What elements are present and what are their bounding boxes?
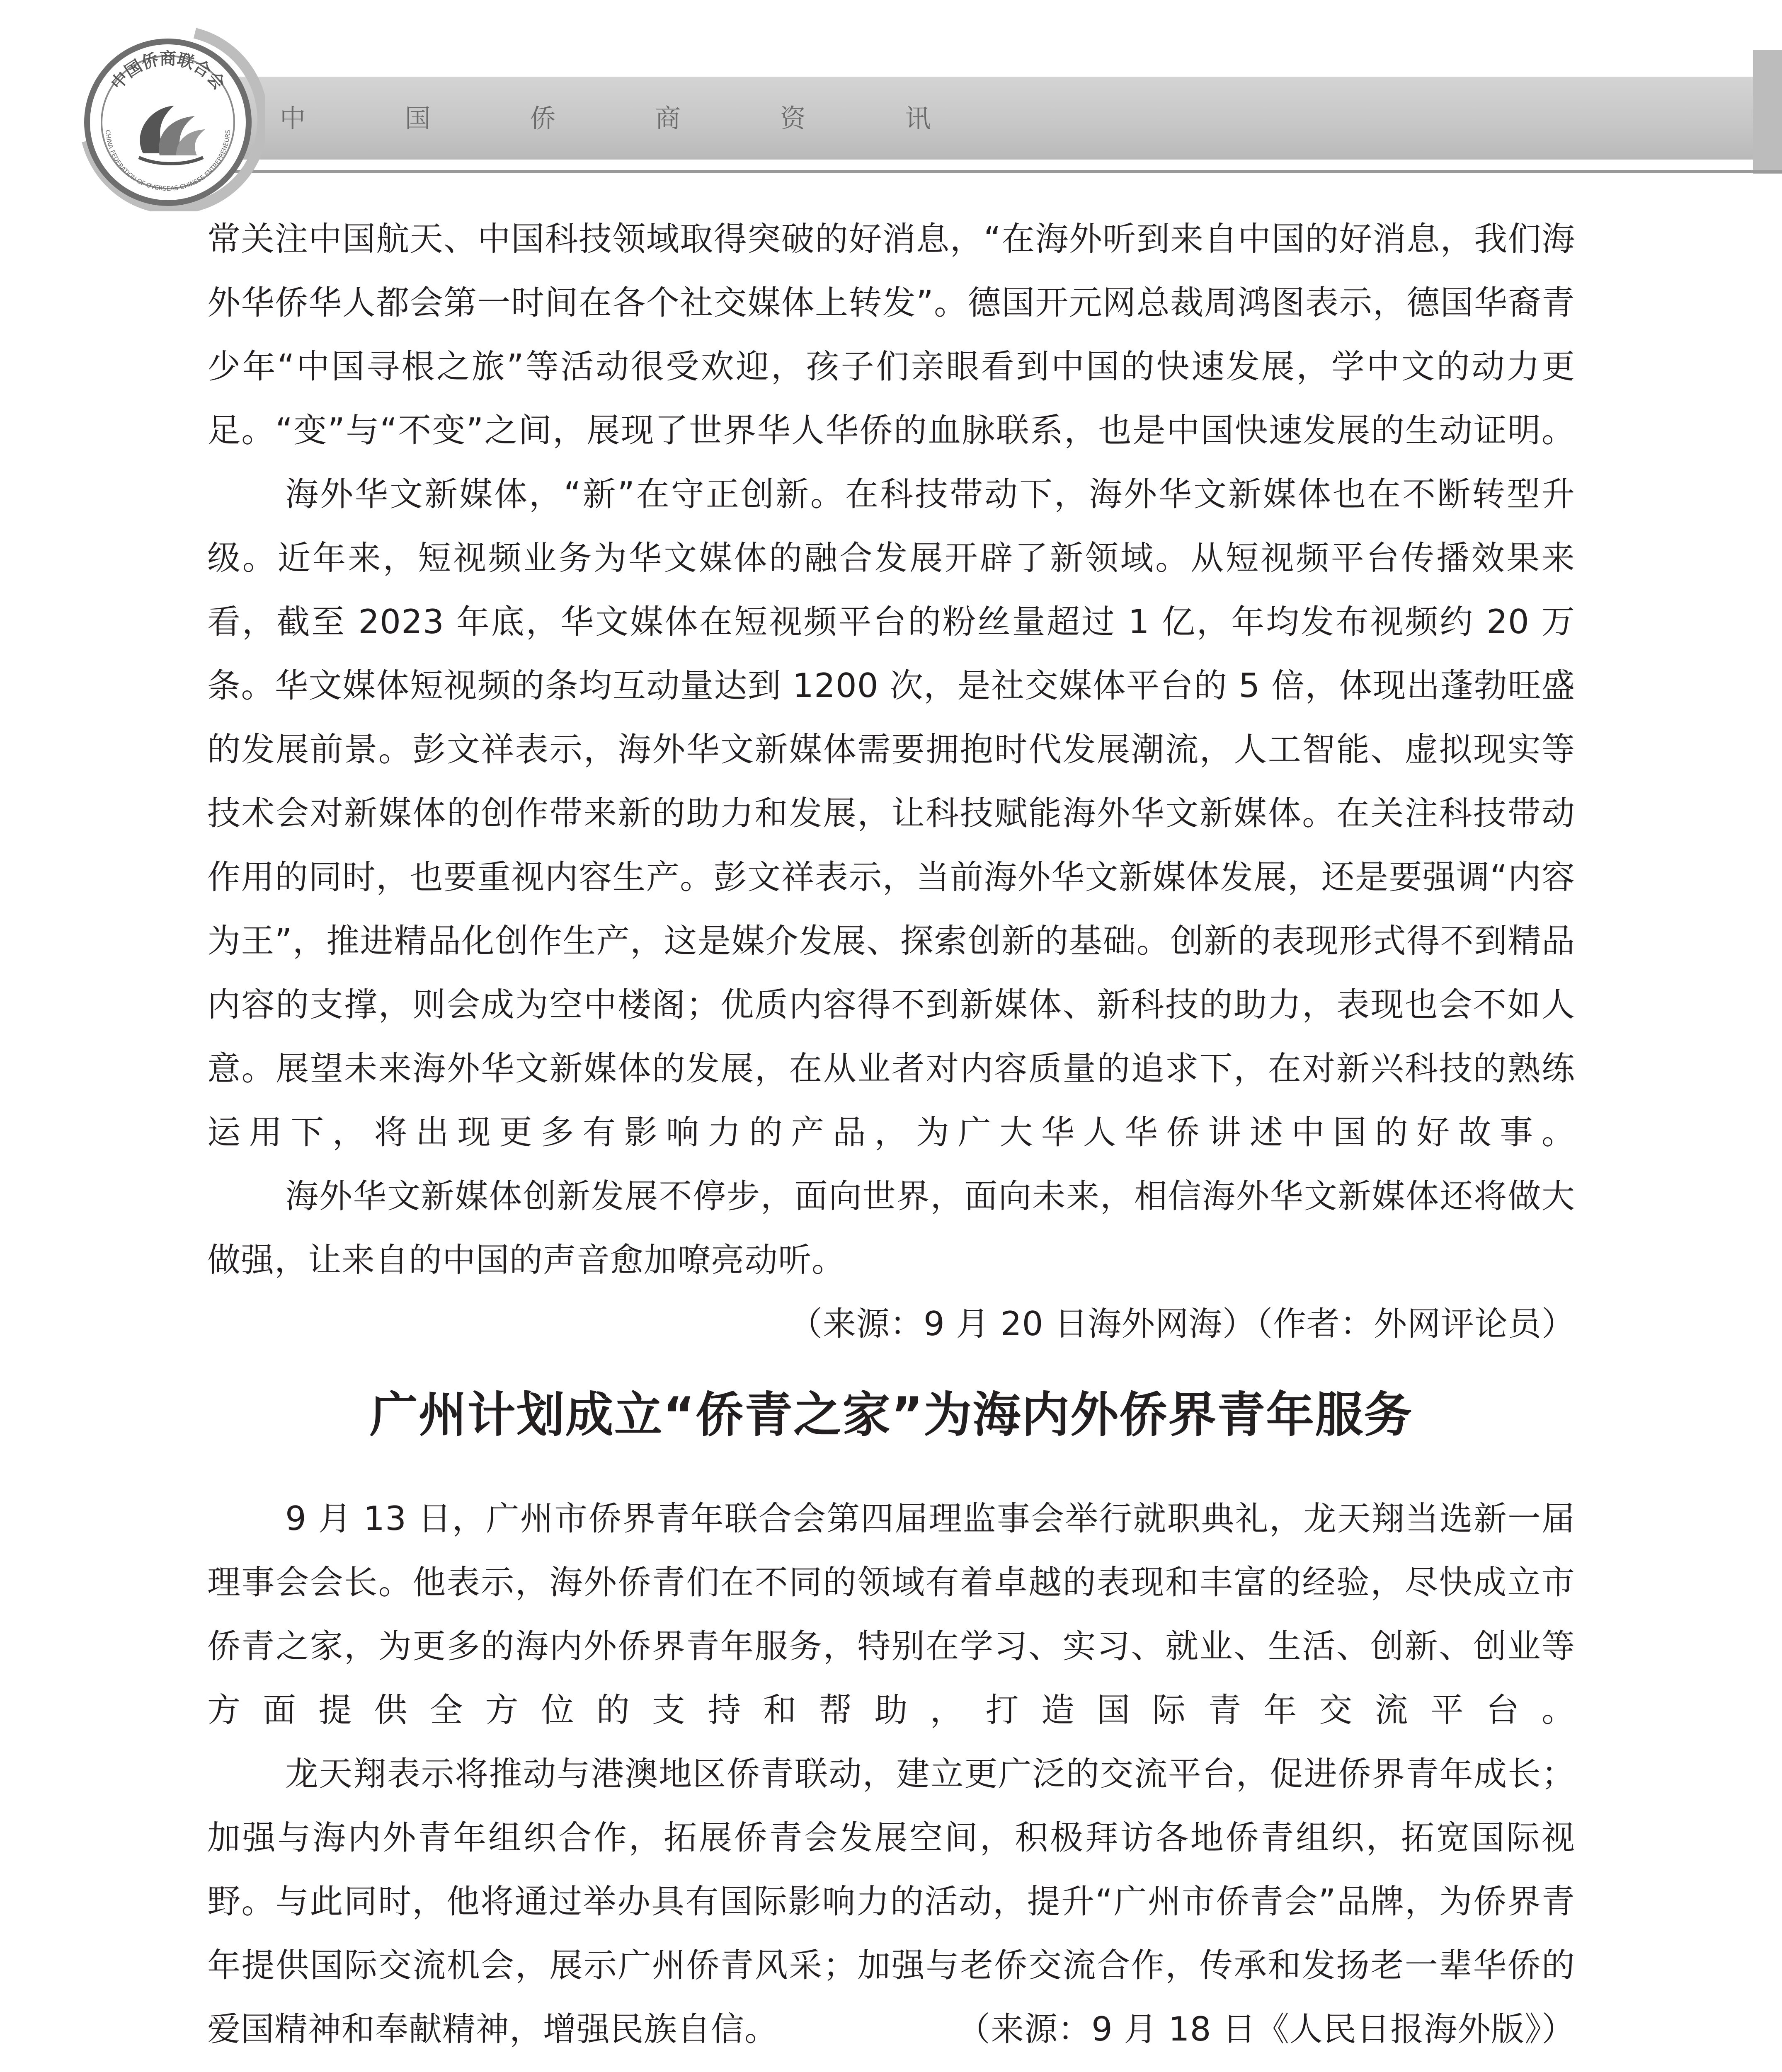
publication-title: 中 国 侨 商 资 讯 xyxy=(280,103,977,133)
svg-text:CHINA FEDERATION OF OVERSEAS C: CHINA FEDERATION OF OVERSEAS CHINESE ENTREPRENEURS xyxy=(104,129,232,193)
article-1-paragraph: 常关注中国航天、中国科技领域取得突破的好消息，“在海外听到来自中国的好消息，我们海外华侨华人都会第一时间在各个社交媒体上转发”。德国开元网总裁周鸿图表示，德国华裔青少年“中国寻根之旅”等活动很受欢迎，孩子们亲眼看到中国的快速发展，学中文的动力更足。“变”与“不变”之间，展现了世界华人华侨的血脉联系，也是中国快速发展的生动证明。 xyxy=(207,220,1575,450)
header-rule xyxy=(232,170,1782,173)
article-2-paragraph: 9 月 13 日，广州市侨界青年联合会第四届理监事会举行就职典礼，龙天翔当选新一届理事会会长。他表示，海外侨青们在不同的领域有着卓越的表现和丰富的经验，尽快成立市侨青之家，为更多的海内外侨界青年服务，特别在学习、实习、就业、生活、创新、创业等方面提供全方位的支持和帮助，打造国际青年交流平台。 xyxy=(207,1499,1575,1729)
header-band-tail xyxy=(1753,50,1782,174)
article-1-source: （来源：9 月 20 日海外网海）（作者：外网评论员） xyxy=(789,1305,1575,1343)
article-2-title: 广州计划成立“侨青之家”为海内外侨界青年服务 xyxy=(369,1387,1413,1443)
article-2-source: （来源：9 月 18 日《人民日报海外版》） xyxy=(957,2010,1575,2048)
article-1-paragraph xyxy=(207,1164,1575,1343)
federation-logo-icon xyxy=(70,17,265,211)
article-1-closing-text: 海外华文新媒体创新发展不停步，面向世界，面向未来，相信海外华文新媒体还将做大做强，让来自的中国的声音愈加嘹亮动听。 xyxy=(207,1177,1575,1279)
article-1-body xyxy=(207,207,1575,1356)
article-2-closing-text: 龙天翔表示将推动与港澳地区侨青联动，建立更广泛的交流平台，促进侨界青年成长；加强与海内外青年组织合作，拓展侨青会发展空间，积极拜访各地侨青组织，拓宽国际视野。与此同时，他将通过举办具有国际影响力的活动，提升“广州市侨青会”品牌，为侨界青年提供国际交流机会，展示广州侨青风采；加强与老侨交流合作，传承和发扬老一辈华侨的爱国精神和奉献精神，增强民族自信。 xyxy=(207,1755,1575,2048)
article-2-paragraph xyxy=(207,1742,1575,2061)
svg-text:中国侨商联合会: 中国侨商联合会 xyxy=(107,49,229,94)
article-1-paragraph: 海外华文新媒体，“新”在守正创新。在科技带动下，海外华文新媒体也在不断转型升级。近年来，短视频业务为华文媒体的融合发展开辟了新领域。从短视频平台传播效果来看，截至 2023 年底，华文媒体在短视频平台的粉丝量超过 1 亿，年均发布视频约 20 万条。华文媒体短视频的条均互动量达到 1200 次，是社交媒体平台的 5 倍，体现出蓬勃旺盛的发展前景。彭文祥表示，海外华文新媒体需要拥抱时代发展潮流，人工智能、虚拟现实等技术会对新媒体的创作带来新的助力和发展，让科技赋能海外华文新媒体。在关注科技带动作用的同时，也要重视内容生产。彭文祥表示，当前海外华文新媒体发展，还是要强调“内容为王”，推进精品化创作生产，这是媒介发展、探索创新的基础。创新的表现形式得不到精品内容的支撑，则会成为空中楼阁；优质内容得不到新媒体、新科技的助力，表现也会不如人意。展望未来海外华文新媒体的发展，在从业者对内容质量的追求下，在对新兴科技的熟练运用下，将出现更多有影响力的产品，为广大华人华侨讲述中国的好故事。 xyxy=(207,475,1575,1152)
article-2-body xyxy=(207,1487,1575,2061)
